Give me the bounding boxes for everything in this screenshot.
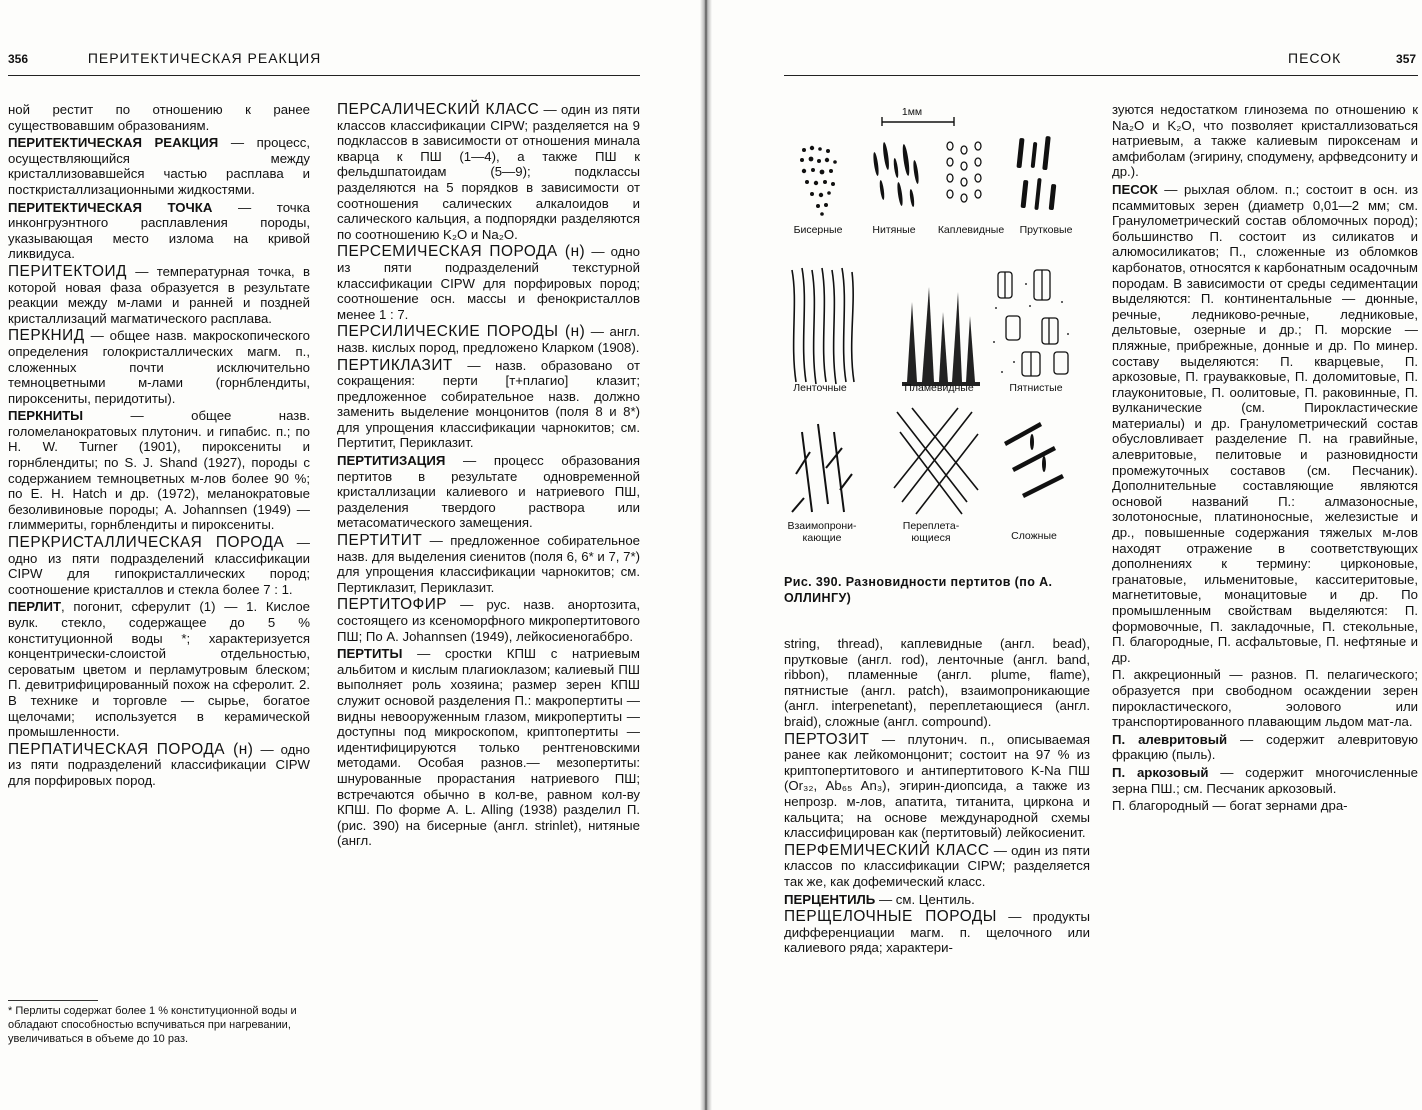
book-gutter: [700, 0, 712, 1110]
dictionary-entry: ПЕРТИКЛАЗИТ — назв. образовано от сокращения: перти [т+плагио] клазит; предложенное собирательное назв. должно заменить выделение монцонитов (поля 8 и 8*) для упрощения классификации чарнокитов; см. Пертитит, Периклазит.: [337, 356, 640, 451]
dictionary-entry: ПЕРТИТИТ — предложенное собирательное назв. для выделения сиенитов (поля 6, 6* и 7, 7*) для упрощения классификации чарнокитов; см. Пертиклазит, Периклазит.: [337, 532, 640, 595]
dictionary-entry: ПЕРСЕМИЧЕСКАЯ ПОРОДА (н) — одно из пяти подразделений текстурной классификации CIPW для порфировых пород; соотношение осн. массы и фенокристаллов менее 1 : 7.: [337, 243, 640, 322]
left-page: [0, 0, 700, 1110]
dictionary-entry: ПЕРТИТИЗАЦИЯ — процесс образования пертитов в результате одновременной кристаллизации калиевого и натриевого ПШ, разделения твердого раствора или метасоматического замещения.: [337, 453, 640, 531]
dictionary-entry: ПЕРИТЕКТИЧЕСКАЯ ТОЧКА — точка инконгруэнтного расплавления породы, указывающая место излома на кривой ликвидуса.: [8, 199, 311, 262]
figure-label: Сложные: [1011, 530, 1057, 542]
entry-continuation: зуются недостатком глинозема по отношению к Na₂O и K₂O, что позволяет кристаллизоваться натриевым, а также калиевым пироксенам и амфиболам (эгирину, сподумену, арфведсониту и др.).: [1112, 102, 1418, 180]
rod-perthite-drawing: [1016, 136, 1056, 210]
dictionary-entry: ПЕРКНИД — общее назв. макроскопического определения голокристаллических магм. п., сложенных почти исключительно темноцветными м-лами (горнблендиты, пироксениты, перидотиты).: [8, 327, 310, 406]
dictionary-entry: ПЕРИТЕКТИЧЕСКАЯ РЕАКЦИЯ — процесс, осуществляющийся между кристаллизовавшейся частью расплава и посткристаллизационными жидкостями.: [8, 135, 310, 197]
dictionary-entry: ПЕРЦЕНТИЛЬ — см. Центиль.: [784, 891, 975, 907]
dictionary-subentry: П. алевритовый — содержит алевритовую фракцию (пыль).: [1112, 731, 1418, 763]
dictionary-entry: ПЕРПАТИЧЕСКАЯ ПОРОДА (н) — одно из пяти подразделений классификации CIPW для порфировых пород.: [8, 740, 310, 788]
scale-bar: [882, 117, 954, 126]
dictionary-entry: ПЕСОК — рыхлая облом. п.; состоит в осн. из псаммитовых зерен (диаметр 0,01—2 мм; см. Гранулометрический состав обломочных пород); большинство П. состоит из силикатов и алюмосиликатов; П., сложенные из обломков карбонатов, относятся к карбонатным осадочным породам. В зависимости от среды седиментации выделяются: П. континентальные — дюнные, речные, ледниково-речные, ледниковые, дельтовые, озерные и др.; П. морские — пляжные, прибрежные, донные и др. По минер. составу выделяются: П. кварцевые, П. аркозовые, П. граувакковые, П. доломитовые, П. глауконитовые, П. оолитовые, П. раковинные, П. вулканические (см. Пирокластические материалы) и др. Гранулометрический состав обусловливает разделение П. на гравийные, алевритовые, пелитовые и разновидности промежуточных составов (см. Песчаник). Дополнительные составляющие являются основой названий П.: алмазоносные, золотоносные, платиноносные, железистые и др., повышенные содержания тяжелых м-лов находят отражение в соответствующих дополнениях к термину: цирконовые, гранатовые, ильменитовые, касситеритовые, магнетитовые, монацитовые и др. По промышленным свойствам выделяются: П. формовочные, П. закладочные, П. стекольные, П. благородные, П. асфальтовые, П. нефтяные и др.: [1112, 181, 1418, 665]
footnote-rule: [8, 1000, 98, 1001]
footnote: * Перлиты содержат более 1 % конституционной воды и обладают способностью вспучиваться при нагревании, увеличиваться в объеме до 10 раз.: [8, 1005, 297, 1045]
dictionary-entry: ПЕРЛИТ, погонит, сферулит (1) — 1. Кислое вулк. стекло, содержащее до 5 % конституционной воды *; характеризуется концентрически-слоистой отдельностью, сероватым цветом и перламутровым блеском; П. девитрифицированный похож на сферолит. 2. В технике и торговле — сырье, богатое щелочами; используется в керамической промышленности.: [8, 599, 310, 740]
figure-label: Пятнистые: [1009, 382, 1063, 394]
figure-label: Взаимопрони-кающие: [787, 520, 857, 544]
thread-perthite-drawing: [872, 142, 919, 207]
perthite-illustrations: [782, 102, 1082, 552]
dictionary-entry: ПЕРСАЛИЧЕСКИЙ КЛАСС — один из пяти классов классификации CIPW; разделяется на 9 подклассов в зависимости от отношения минала кварца к ПШ (1—4), а также ПШ к фельдшпатоидам (5—9); подклассы разделяются на 5 порядков в зависимости от соотношения салических алкалоидов и салического кальция, а подпорядки разделяются по соотношению K₂O и Na₂O.: [337, 101, 640, 242]
dictionary-entry: ПЕРСИЛИЧЕСКИЕ ПОРОДЫ (н) — англ. назв. кислых пород, предложено Кларком (1908).: [337, 323, 640, 355]
beaded-perthite-drawing: [800, 146, 837, 216]
right-running-head: ПЕСОК: [1288, 50, 1342, 66]
dictionary-entry: ПЕРЩЕЛОЧНЫЕ ПОРОДЫ — продукты дифференциации магм. п. щелочного или калиевого ряда; характери-: [784, 908, 1091, 956]
braid-perthite-drawing: [894, 408, 978, 514]
figure-label: Переплета-ющиеся: [902, 520, 960, 544]
right-header-rule: [784, 75, 1418, 76]
dictionary-entry: ПЕРТИТЫ — сростки КПШ с натриевым альбитом и кислым плагиоклазом; калиевый ПШ выполняет роль хозяина; размер зерен КПШ служит основой разделения П.: макропертиты — видны невооруженным глазом, микропертиты — доступны под микроскопом, криптопертиты — идентифицируются только рентгеновскими методами. Особая разнов.— мезопертиты: шнурованные прорастания натриевого ПШ; встречаются обычно в кол-ве, равном кол-ву КПШ. По форме A. L. Alling (1938) разделил П. (рис. 390) на бисерные (англ. strinlet), нитяные (англ.: [337, 646, 640, 849]
figure-caption: Рис. 390. Разновидности пертитов (по А. ОЛЛИНГУ): [784, 575, 1053, 605]
figure-390: [782, 102, 1082, 552]
right-page: [712, 0, 1422, 1110]
dictionary-subentry: П. благородный — богат зернами дра-: [1112, 798, 1348, 814]
left-column-1: [8, 102, 310, 791]
right-running-header: [1288, 50, 1416, 66]
scale-label: 1мм: [901, 106, 923, 118]
patch-perthite-drawing: [998, 270, 1068, 376]
figure-label: Прутковые: [1019, 224, 1073, 236]
left-column-2: [337, 102, 640, 851]
entry-continuation: ной рестит по отношению к ранее существовавшим образованиям.: [8, 102, 310, 133]
figure-label: Бисерные: [793, 224, 843, 236]
right-column-2: [1112, 102, 1418, 816]
left-running-head: ПЕРИТЕКТИЧЕСКАЯ РЕАКЦИЯ: [87, 50, 322, 66]
flame-perthite-drawing: [902, 287, 980, 386]
entry-continuation: string, thread), каплевидные (англ. bead), прутковые (англ. rod), ленточные (англ. band, ribbon), пламенные (англ. plume, flame), пятнистые (англ. patch), взаимопроникающие (англ. interpenetant), переплетающиеся (англ. braid), сложные (англ. compound).: [784, 636, 1090, 729]
left-header-rule: [8, 75, 640, 76]
compound-perthite-drawing: [1004, 422, 1064, 498]
dictionary-entry: ПЕРФЕМИЧЕСКИЙ КЛАСС — один из пяти классов по классификации CIPW; разделяется так же, как дофемический класс.: [784, 841, 1090, 889]
dictionary-entry: ПЕРТИТОФИР — рус. назв. анортозита, состоящего из ксеноморфного микропертитового ПШ; По A. Johannsen (1949), лейкосиеногаббро.: [337, 596, 640, 644]
right-page-number: 357: [1396, 52, 1417, 66]
figure-label: Пламевидные: [904, 382, 974, 394]
band-perthite-drawing: [792, 268, 854, 384]
dictionary-subentry: П. аркозовый — содержит многочисленные зерна ПШ.; см. Песчаник аркозовый.: [1112, 764, 1418, 796]
dictionary-entry: ПЕРТОЗИТ — плутонич. п., описываемая ранее как лейкомонцонит; состоит на 97 % из криптопертитового и антипертитового K-Na ПШ (Or₃₂, Ab₆₅ An₃), эгирин-диопсида, а также из непрозр. м-лов, апатита, титанита, циркона и кальцита; на основе международной схемы классифицирован как (пертитовый) лейкосиенит.: [784, 730, 1090, 841]
bead-perthite-drawing: [947, 142, 981, 202]
dictionary-subentry: П. аккреционный — разнов. П. пелагического; образуется при свободном осаждении зерен пирокластического, эолового или транспортированного плавающим льдом мат-ла.: [1112, 667, 1418, 730]
figure-label: Ленточные: [793, 382, 847, 394]
interpenetrant-perthite-drawing: [792, 424, 852, 512]
dictionary-entry: ПЕРКНИТЫ — общее назв. голомеланократовых плутонич. и гипабис. п.; по H. W. Turner (1901), пироксениты и горнблендиты; по S. J. Shand (1927), породы с содержанием темноцветных м-лов более 90 %; по E. H. Hatch и др. (1972), меланократовые безоливиновые породы; A. Johannsen (1949) — глиммериты, горнблендиты и пироксениты.: [8, 408, 310, 533]
left-page-number: 356: [8, 52, 29, 66]
figure-label: Каплевидные: [937, 224, 1005, 236]
figure-label: Нитяные: [872, 224, 916, 236]
left-running-header: [8, 50, 321, 66]
dictionary-entry: ПЕРКРИСТАЛЛИЧЕСКАЯ ПОРОДА — одно из пяти подразделений классификации CIPW для гипокристаллических пород; соотношение кристаллов и стекла более 7 : 1.: [8, 534, 310, 597]
right-column-1: [784, 636, 1090, 958]
dictionary-entry: ПЕРИТЕКТОИД — температурная точка, в которой новая фаза образуется в результате реакции между м-лами и ранней и поздней кристаллизаций магматического расплава.: [8, 262, 310, 326]
